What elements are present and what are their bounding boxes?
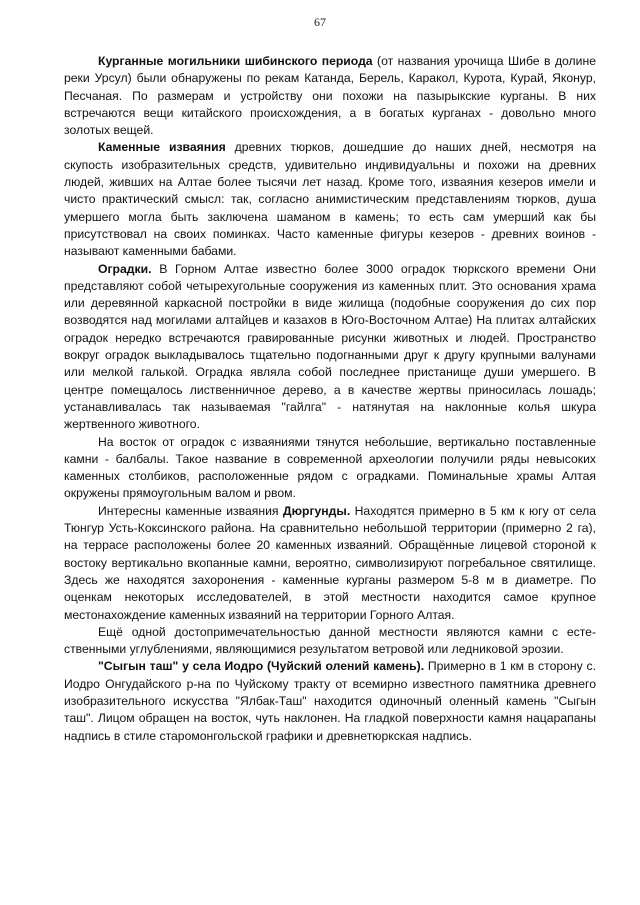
paragraph-erosion-stones [64, 624, 596, 659]
paragraph-stone-statues [64, 139, 596, 260]
paragraph-fences [64, 261, 596, 434]
paragraph-text: Ещё одной достопримечательностью данной местности являются камни с естественными углублениями, являющимися результатом ветровой или ледниковой эрозии. [64, 624, 596, 657]
term-fences: Оградки. [98, 261, 152, 276]
page-body [64, 53, 596, 745]
paragraph-sygyn-tash [64, 658, 596, 744]
paragraph-text: На восток от оградок с изваяниями тянутся небольшие, вертикально поставленные камни - балбалы. Такое название в современной археологии получили ряды невысоких каменных столбиков, расположенные рядом с оградками. Поминальные храмы Алтая окружены прямоугольным валом и рвом. [64, 434, 596, 501]
paragraph-kurgans [64, 53, 596, 139]
page-number: 67 [314, 15, 326, 29]
term-dyurgundy: Дюргунды. [282, 503, 351, 518]
paragraph-lead: Интересны каменные изваяния [98, 503, 283, 518]
paragraph-dyurgundy [64, 503, 596, 624]
paragraph-text: Примерно в 1 км в сторону с. Иодро Онгудайского р-на по Чуйскому тракту от всемирно известного памятника древнего изобразительного искусства "Ялбак-Таш" находится одиночный оленный камень "Сыгын таш". Лицом обращен на восток, чуть наклонен. На гладкой поверхности камня нацарапаны надпись в стиле старомонгольской графики и древнетюркская надпись. [64, 659, 596, 743]
paragraph-text: В Горном Алтае известно более 3000 оградок тюркского времени Они представляют собой четырехугольные сооружения из каменных плит. Это основания храма или деревянной каркасной постройки в виде жилища (подобные сооружения до сих пор возводятся над могилами алтайцев и казахов в Юго-Восточном Алтае) На плитах алтайских оградок нередко встречаются гравированные рисунки животных и людей. Пространство вокруг оградок выкладывалось тщательно подогнанными друг к другу крупными валунами или мелкой галькой. Оградка являла собой последнее пристанище души умершего. В центре помещалось лиственничное дерево, а в качестве жертвы приносилась лошадь; устанавливалась так называемая "гайлга" - натянутая на наклонные колья шкура жертвенного животного. [64, 261, 596, 432]
term-stone-statues: Каменные изваяния [98, 140, 226, 155]
paragraph-text: Находятся примерно в 5 км к югу от села Тюнгур Усть-Коксинского района. На сравнительно небольшой территории (примерно 2 га), на террасе расположены более 20 каменных изваяний. Обращённые лицевой стороной к востоку вертикально вкопанные камни, вероятно, символизируют погребальное святилище. Здесь же находятся захоронения - каменные курганы размером 5-8 м в диаметре. По оценкам некоторых исследователей, в этой местности находится самое крупное местонахождение каменных изваяний на территории Горного Алтая. [64, 503, 596, 622]
term-kurgans: Курганные могильники шибинского периода [98, 54, 373, 68]
paragraph-text: (от названия урочища Шибе в долине реки Урсул) были обнаружены по рекам Катанда, Берель, Каракол, Курота, Курай, Яконур, Песчаная. По размерам и устройству они похожи на пазырыкские курганы. В них встречаются вещи китайского происхождения, а в богатых курганах - довольно много золотых вещей. [64, 54, 596, 138]
term-sygyn-tash: "Сыгын таш" у села Иодро (Чуйский олений камень). [98, 659, 425, 674]
paragraph-balbals [64, 434, 596, 503]
paragraph-text: древних тюрков, дошедшие до наших дней, несмотря на скупость изобразительных средств, удивительно индивидуальны и похожи на древних людей, живших на Алтае более тысячи лет назад. Кроме того, изваяния кезеров имели и чисто практический смысл: так, согласно анимистическим представлениям тюрков, душа умершего могла быть заключена шаманом в камень; то есть сам умерший как бы присутствовал на своих поминках. Часто каменные фигуры кезеров - древних воинов - называют каменными бабами. [64, 140, 596, 259]
